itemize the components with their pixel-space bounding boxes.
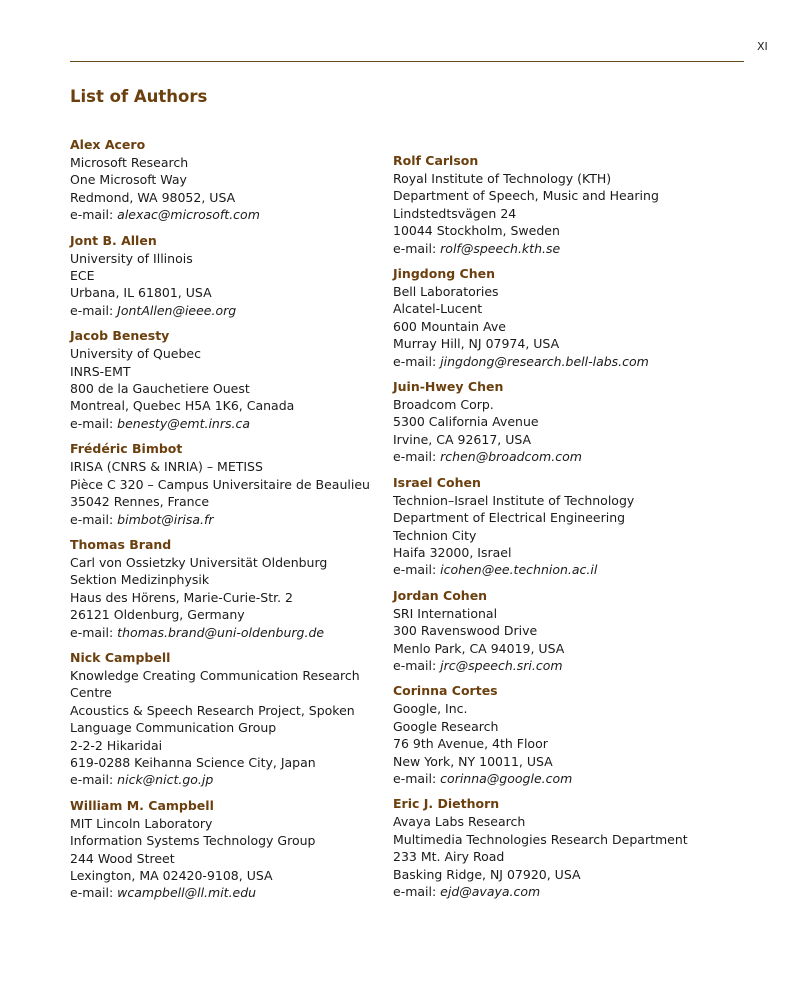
email-line bbox=[393, 561, 723, 578]
email-address[interactable]: alexac@microsoft.com bbox=[117, 207, 260, 223]
email-address[interactable]: corinna@google.com bbox=[440, 770, 573, 786]
author-name: Alex Acero bbox=[70, 137, 146, 152]
email-line bbox=[393, 770, 723, 787]
author-name: Jingdong Chen bbox=[393, 266, 495, 282]
email-label: e-mail: bbox=[393, 884, 441, 899]
author-entry-frederic-bimbot bbox=[70, 441, 380, 528]
affiliation-line: Lindstedtsvägen 24 bbox=[393, 205, 517, 221]
email-address[interactable]: nick@nict.go.jp bbox=[117, 772, 214, 788]
email-label: e-mail: bbox=[393, 657, 441, 673]
affiliation-line: Carl von Ossietzky Universität Oldenburg bbox=[70, 554, 328, 570]
affiliation-line: 600 Mountain Ave bbox=[393, 318, 506, 334]
email-label: e-mail: bbox=[70, 772, 118, 788]
author-entry-william-m-campbell bbox=[70, 798, 380, 902]
email-label: e-mail: bbox=[70, 302, 118, 318]
email-address[interactable]: bimbot@irisa.fr bbox=[117, 511, 214, 527]
author-name: Eric J. Diethorn bbox=[393, 796, 500, 812]
affiliation-line: Alcatel-Lucent bbox=[393, 301, 483, 317]
affiliation-line: 233 Mt. Airy Road bbox=[393, 849, 505, 865]
affiliation-line: ECE bbox=[70, 268, 95, 284]
email-line bbox=[393, 353, 723, 370]
affiliation-line: Information Systems Technology Group bbox=[70, 833, 316, 849]
email-address[interactable]: jingdong@research.bell-labs.com bbox=[440, 353, 649, 369]
affiliation-line: Technion–Israel Institute of Technology bbox=[393, 492, 635, 508]
email-label: e-mail: bbox=[393, 353, 441, 369]
email-line bbox=[70, 511, 380, 528]
email-label: e-mail: bbox=[70, 415, 118, 431]
email-address[interactable]: wcampbell@ll.mit.edu bbox=[117, 885, 257, 901]
email-label: e-mail: bbox=[393, 562, 441, 578]
affiliation-line: University of Quebec bbox=[70, 346, 201, 362]
email-line bbox=[393, 883, 723, 900]
author-entry-rolf-carlson bbox=[393, 153, 723, 257]
affiliation-line: Sektion Medizinphysik bbox=[70, 572, 210, 588]
email-address[interactable]: benesty@emt.inrs.ca bbox=[117, 415, 251, 431]
affiliation-line: Language Communication Group bbox=[70, 720, 277, 736]
affiliation-line: Menlo Park, CA 94019, USA bbox=[393, 640, 565, 656]
affiliation-line: Redmond, WA 98052, USA bbox=[70, 189, 236, 205]
affiliation-line: 300 Ravenswood Drive bbox=[393, 623, 538, 639]
author-name: Thomas Brand bbox=[70, 536, 172, 552]
author-name: Nick Campbell bbox=[70, 649, 171, 665]
author-entry-jordan-cohen bbox=[393, 588, 723, 675]
author-entry-jont-b-allen bbox=[70, 233, 380, 320]
affiliation-line: Department of Electrical Engineering bbox=[393, 510, 626, 526]
author-name: Corinna Cortes bbox=[393, 683, 498, 699]
email-line bbox=[70, 624, 380, 641]
affiliation-line: Pièce C 320 – Campus Universitaire de Beaulieu bbox=[70, 476, 370, 492]
author-name: Jont B. Allen bbox=[70, 232, 157, 248]
affiliation-line: IRISA (CNRS & INRIA) – METISS bbox=[70, 459, 263, 475]
author-entry-alex-acero bbox=[70, 137, 380, 224]
left-author-column bbox=[70, 137, 380, 911]
email-line bbox=[393, 657, 723, 674]
affiliation-line: Microsoft Research bbox=[70, 155, 189, 170]
email-label: e-mail: bbox=[70, 885, 118, 901]
affiliation-line: 2-2-2 Hikaridai bbox=[70, 737, 163, 753]
email-label: e-mail: bbox=[393, 770, 441, 786]
affiliation-line: Knowledge Creating Communication Research bbox=[70, 667, 360, 683]
email-line bbox=[70, 771, 380, 788]
affiliation-line: Department of Speech, Music and Hearing bbox=[393, 188, 659, 204]
affiliation-line: Haus des Hörens, Marie-Curie-Str. 2 bbox=[70, 589, 294, 605]
affiliation-line: Montreal, Quebec H5A 1K6, Canada bbox=[70, 398, 295, 414]
affiliation-line: 619-0288 Keihanna Science City, Japan bbox=[70, 754, 316, 770]
email-line bbox=[393, 240, 723, 257]
affiliation-line: 26121 Oldenburg, Germany bbox=[70, 607, 245, 623]
affiliation-line: 76 9th Avenue, 4th Floor bbox=[393, 736, 548, 752]
author-entry-jacob-benesty bbox=[70, 328, 380, 432]
author-name: Frédéric Bimbot bbox=[70, 441, 183, 457]
affiliation-line: Acoustics & Speech Research Project, Spoken bbox=[70, 702, 355, 718]
email-label: e-mail: bbox=[393, 240, 441, 256]
affiliation-line: MIT Lincoln Laboratory bbox=[70, 815, 213, 831]
email-label: e-mail: bbox=[70, 207, 118, 223]
email-line bbox=[70, 206, 380, 223]
email-address[interactable]: rchen@broadcom.com bbox=[440, 449, 582, 465]
affiliation-line: Bell Laboratories bbox=[393, 284, 499, 300]
affiliation-line: Broadcom Corp. bbox=[393, 397, 494, 413]
affiliation-line: SRI International bbox=[393, 605, 498, 621]
affiliation-line: Haifa 32000, Israel bbox=[393, 544, 512, 560]
header-rule bbox=[70, 61, 744, 62]
affiliation-line: 10044 Stockholm, Sweden bbox=[393, 223, 560, 239]
email-label: e-mail: bbox=[393, 449, 441, 465]
email-address[interactable]: rolf@speech.kth.se bbox=[440, 240, 561, 256]
author-name: William M. Campbell bbox=[70, 797, 214, 813]
affiliation-line: Royal Institute of Technology (KTH) bbox=[393, 171, 612, 186]
email-address[interactable]: jrc@speech.sri.com bbox=[440, 657, 563, 673]
affiliation-line: Avaya Labs Research bbox=[393, 814, 526, 830]
email-line bbox=[393, 448, 723, 465]
affiliation-line: New York, NY 10011, USA bbox=[393, 753, 553, 769]
author-name: Rolf Carlson bbox=[393, 153, 479, 168]
author-entry-corinna-cortes bbox=[393, 683, 723, 787]
affiliation-line: 5300 California Avenue bbox=[393, 414, 539, 430]
affiliation-line: Irvine, CA 92617, USA bbox=[393, 431, 532, 447]
email-address[interactable]: ejd@avaya.com bbox=[440, 884, 541, 899]
email-address[interactable]: thomas.brand@uni-oldenburg.de bbox=[117, 624, 325, 640]
author-name: Israel Cohen bbox=[393, 474, 481, 490]
email-line bbox=[70, 302, 380, 319]
email-address[interactable]: JontAllen@ieee.org bbox=[117, 302, 237, 318]
affiliation-line: University of Illinois bbox=[70, 250, 193, 266]
affiliation-line: Google Research bbox=[393, 718, 499, 734]
affiliation-line: INRS-EMT bbox=[70, 363, 131, 379]
affiliation-line: One Microsoft Way bbox=[70, 172, 187, 188]
author-entry-jingdong-chen bbox=[393, 266, 723, 370]
page-number: XI bbox=[757, 40, 768, 53]
affiliation-line: 244 Wood Street bbox=[70, 850, 175, 866]
author-entry-nick-campbell bbox=[70, 650, 380, 789]
author-entry-israel-cohen bbox=[393, 475, 723, 579]
affiliation-line: Urbana, IL 61801, USA bbox=[70, 285, 212, 301]
email-line bbox=[70, 415, 380, 432]
affiliation-line: Technion City bbox=[393, 527, 477, 543]
author-entry-eric-j-diethorn bbox=[393, 796, 723, 900]
email-label: e-mail: bbox=[70, 511, 118, 527]
affiliation-line: Multimedia Technologies Research Department bbox=[393, 831, 688, 847]
affiliation-line: Centre bbox=[70, 685, 112, 701]
affiliation-line: Murray Hill, NJ 07974, USA bbox=[393, 336, 560, 352]
author-name: Juin-Hwey Chen bbox=[393, 379, 504, 395]
affiliation-line: 800 de la Gauchetiere Ouest bbox=[70, 381, 250, 397]
email-label: e-mail: bbox=[70, 624, 118, 640]
right-author-column bbox=[393, 153, 723, 909]
author-name: Jacob Benesty bbox=[70, 328, 170, 344]
affiliation-line: Google, Inc. bbox=[393, 701, 468, 717]
author-entry-juin-hwey-chen bbox=[393, 379, 723, 466]
affiliation-line: Basking Ridge, NJ 07920, USA bbox=[393, 866, 581, 882]
author-name: Jordan Cohen bbox=[393, 587, 488, 603]
page-title: List of Authors bbox=[70, 87, 208, 106]
affiliation-line: Lexington, MA 02420-9108, USA bbox=[70, 868, 273, 883]
author-entry-thomas-brand bbox=[70, 537, 380, 641]
email-line bbox=[70, 884, 380, 901]
affiliation-line: 35042 Rennes, France bbox=[70, 494, 210, 510]
email-address[interactable]: icohen@ee.technion.ac.il bbox=[440, 562, 598, 578]
